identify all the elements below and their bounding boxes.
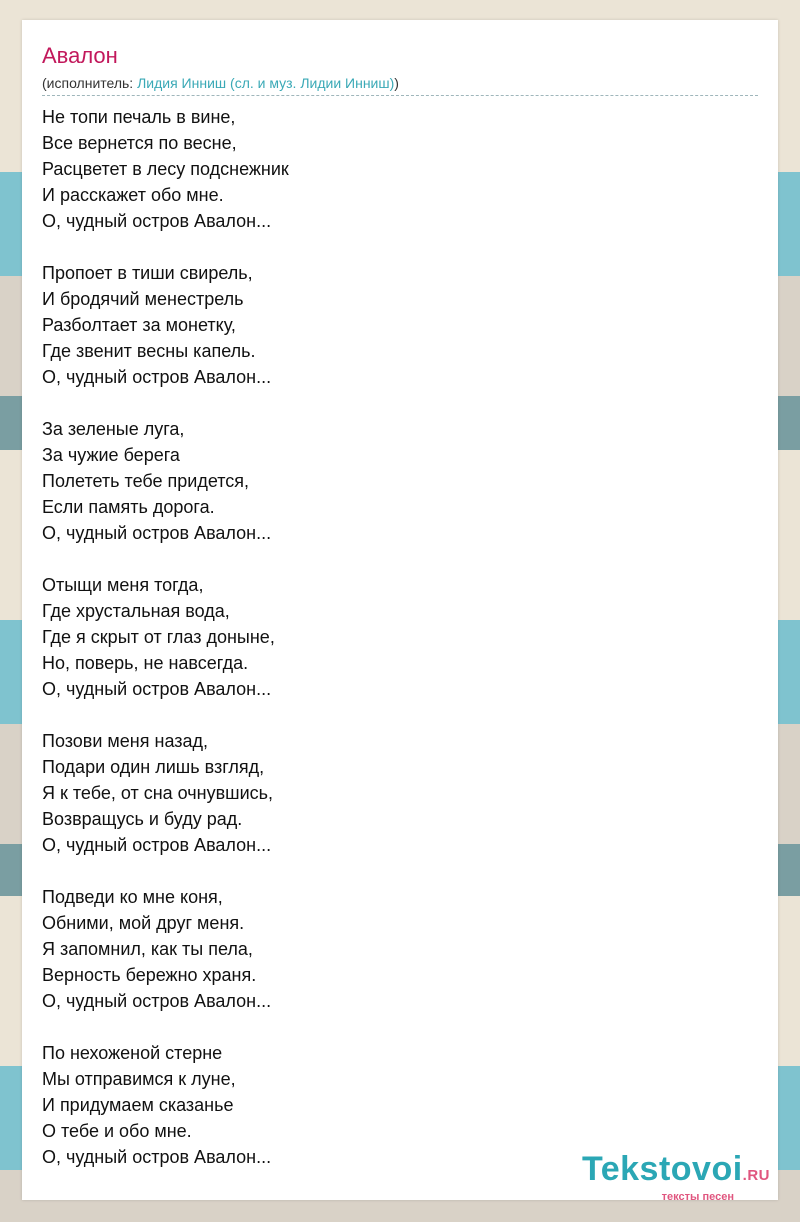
song-title: Авалон (42, 43, 118, 68)
lyric-line: Я к тебе, от сна очнувшись, (42, 783, 274, 803)
logo-name: Tekstovoi (581, 1150, 743, 1188)
lyric-line: За зеленые луга, (42, 419, 185, 439)
lyric-line: И придумаем сказанье (42, 1095, 234, 1115)
lyric-line: Обними, мой друг меня. (42, 913, 245, 933)
lyric-line: Отыщи меня тогда, (42, 575, 204, 595)
site-logo[interactable] (582, 1152, 770, 1203)
lyric-line: Подведи ко мне коня, (42, 887, 223, 907)
lyric-line: Подари один лишь взгляд, (42, 757, 265, 777)
lyric-line: Возвращусь и буду рад. (42, 809, 243, 829)
stanza (42, 416, 289, 546)
stanza (42, 572, 289, 702)
lyric-line: Не топи печаль в вине, (42, 107, 236, 127)
performer-prefix: (исполнитель: (42, 75, 138, 91)
lyric-line: Мы отправимся к луне, (42, 1069, 236, 1089)
logo-tld: .RU (742, 1167, 770, 1184)
lyric-line: Но, поверь, не навсегда. (42, 653, 249, 673)
lyric-line: По нехоженой стерне (42, 1043, 223, 1063)
stanza (42, 260, 289, 390)
lyric-line: О, чудный остров Авалон... (42, 211, 272, 231)
logo-tagline: тексты песен (661, 1191, 734, 1203)
lyric-line: Где звенит весны капель. (42, 341, 256, 361)
lyric-line: Я запомнил, как ты пела, (42, 939, 253, 959)
lyric-line: Верность бережно храня. (42, 965, 257, 985)
lyric-line: Позови меня назад, (42, 731, 209, 751)
performer-suffix: ) (394, 75, 399, 91)
lyric-line: И бродячий менестрель (42, 289, 244, 309)
lyric-line: Все вернется по весне, (42, 133, 237, 153)
lyric-line: О, чудный остров Авалон... (42, 679, 272, 699)
lyric-line: О, чудный остров Авалон... (42, 1147, 272, 1167)
lyric-line: О, чудный остров Авалон... (42, 835, 272, 855)
stanza (42, 1040, 289, 1170)
lyric-line: О тебе и обо мне. (42, 1121, 192, 1141)
performer-line (42, 74, 758, 96)
stanza (42, 104, 289, 234)
lyric-line: О, чудный остров Авалон... (42, 523, 272, 543)
lyric-line: Где хрустальная вода, (42, 601, 230, 621)
lyric-line: За чужие берега (42, 445, 180, 465)
stanza (42, 728, 289, 858)
lyric-line: И расскажет обо мне. (42, 185, 224, 205)
lyric-line: Пропоет в тиши свирель, (42, 263, 253, 283)
lyrics-body (42, 104, 289, 1170)
lyric-line: О, чудный остров Авалон... (42, 991, 272, 1011)
lyric-line: О, чудный остров Авалон... (42, 367, 272, 387)
lyric-line: Расцветет в лесу подснежник (42, 159, 289, 179)
lyric-line: Полететь тебе придется, (42, 471, 250, 491)
performer-link[interactable]: Лидия Инниш (сл. и муз. Лидии Инниш) (137, 75, 395, 91)
lyric-line: Разболтает за монетку, (42, 315, 236, 335)
lyrics-card (22, 20, 778, 1200)
lyric-line: Где я скрыт от глаз доныне, (42, 627, 275, 647)
stanza (42, 884, 289, 1014)
lyric-line: Если память дорога. (42, 497, 215, 517)
